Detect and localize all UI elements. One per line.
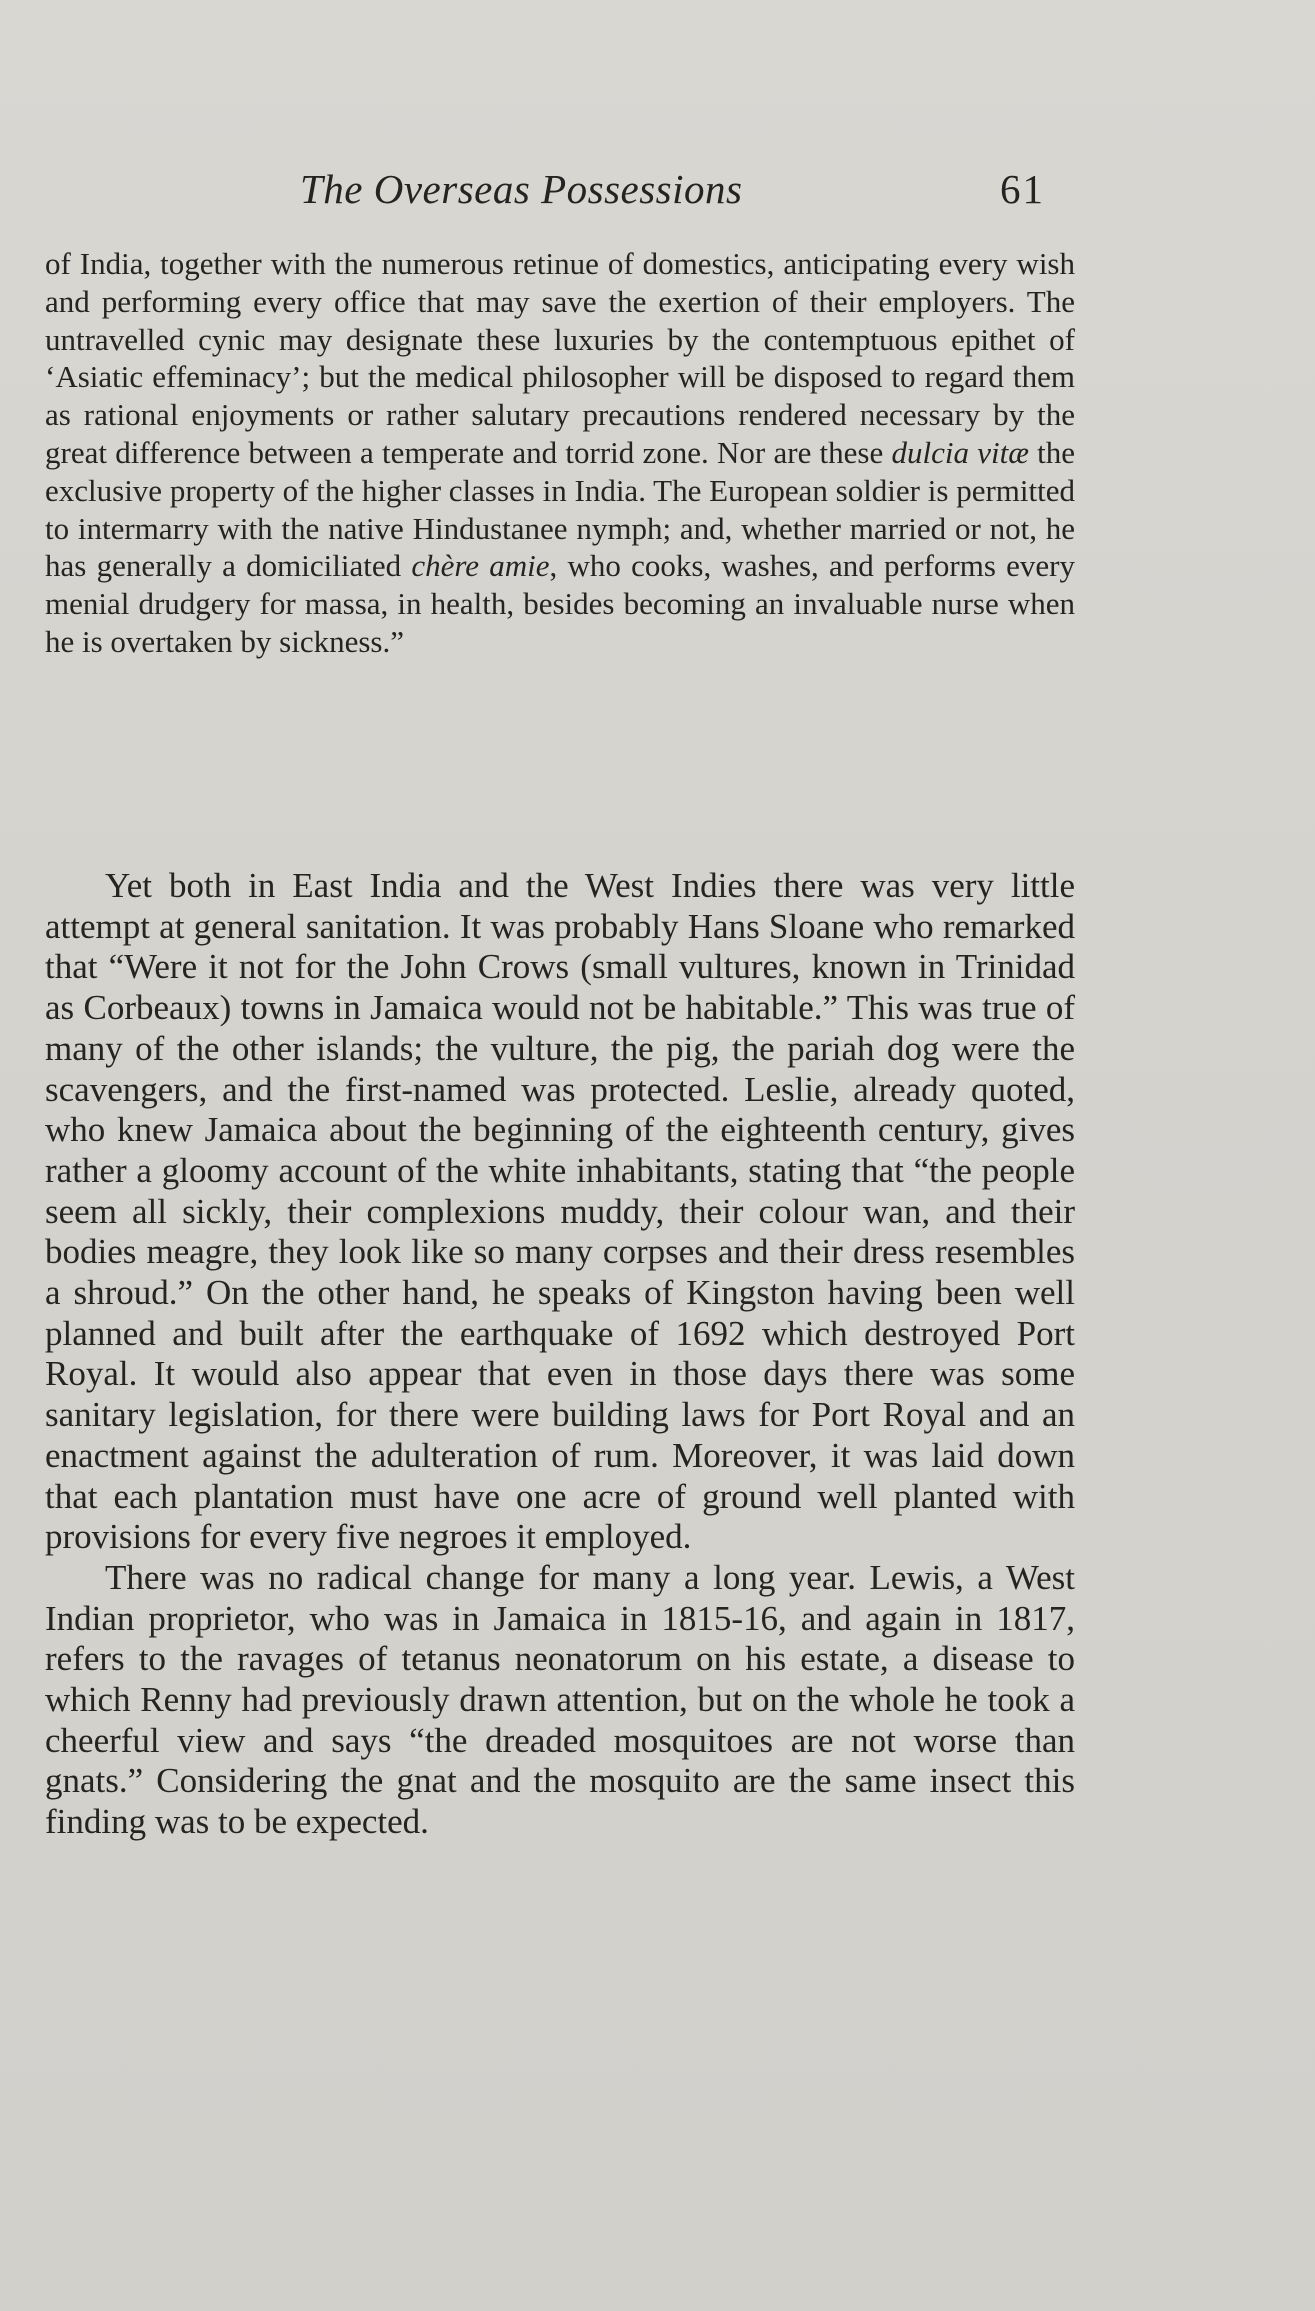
body-paragraph-2: There was no radical change for many a long year. Lewis, a West Indian proprietor, who was in Jamaica in 1815-16, and again in 1817, refers to the ravages of tetanus neonatorum on his estate, a disease to which Renny had previously drawn attention, but on the whole he took a cheerful view and says “the dreaded mosquitoes are not worse than gnats.” Considering the gnat and the mosquito are the same insect this finding was to be expected. <box>45 1557 1075 1842</box>
quote-text-part-2: the exclusive property of the higher classes in India. The European soldier is permitted to intermarry with the native Hindustanee nymph; and, whether married or not, he has generally a domiciliated <box>45 434 1075 584</box>
quote-italic-phrase-2: chère amie <box>411 548 550 584</box>
quoted-passage <box>45 245 1075 661</box>
quote-text-part-1: of India, together with the numerous retinue of domestics, anticipating every wish and performing every office that may save the exertion of their employers. The untravelled cynic may designate these luxuries by the contemptuous epithet of ‘Asiatic effeminacy’; but the medical philosopher will be disposed to regard them as rational enjoyments or rather salutary precautions rendered necessary by the great difference between a temperate and torrid zone. Nor are these <box>45 246 1075 470</box>
running-title: The Overseas Possessions <box>300 166 743 212</box>
body-text <box>45 866 1075 1843</box>
body-paragraph-1: Yet both in East India and the West Indies there was very little attempt at general sanitation. It was probably Hans Sloane who remarked that “Were it not for the John Crows (small vultures, known in Trinidad as Corbeaux) towns in Jamaica would not be habitable.” This was true of many of the other islands; the vulture, the pig, the pariah dog were the scavengers, and the first-named was protected. Leslie, already quoted, who knew Jamaica about the beginning of the eighteenth century, gives rather a gloomy account of the white inhabitants, stating that “the people seem all sickly, their complexions muddy, their colour wan, and their bodies meagre, they look like so many corpses and their dress resembles a shroud.” On the other hand, he speaks of Kingston having been well planned and built after the earthquake of 1692 which destroyed Port Royal. It would also appear that even in those days there was some sanitary legislation, for there were building laws for Port Royal and an enactment against the adulteration of rum. Moreover, it was laid down that each plantation must have one acre of ground well planted with provisions for every five negroes it employed. <box>45 866 1075 1557</box>
quote-italic-phrase-1: dulcia vitæ <box>891 434 1029 470</box>
running-head <box>300 165 1060 225</box>
quote-paragraph <box>45 245 1075 661</box>
quote-text-part-3: , who cooks, washes, and performs every menial drudgery for massa, in health, besides becoming an invaluable nurse when he is overtaken by sickness.” <box>45 548 1075 659</box>
page-number: 61 <box>1000 166 1045 212</box>
